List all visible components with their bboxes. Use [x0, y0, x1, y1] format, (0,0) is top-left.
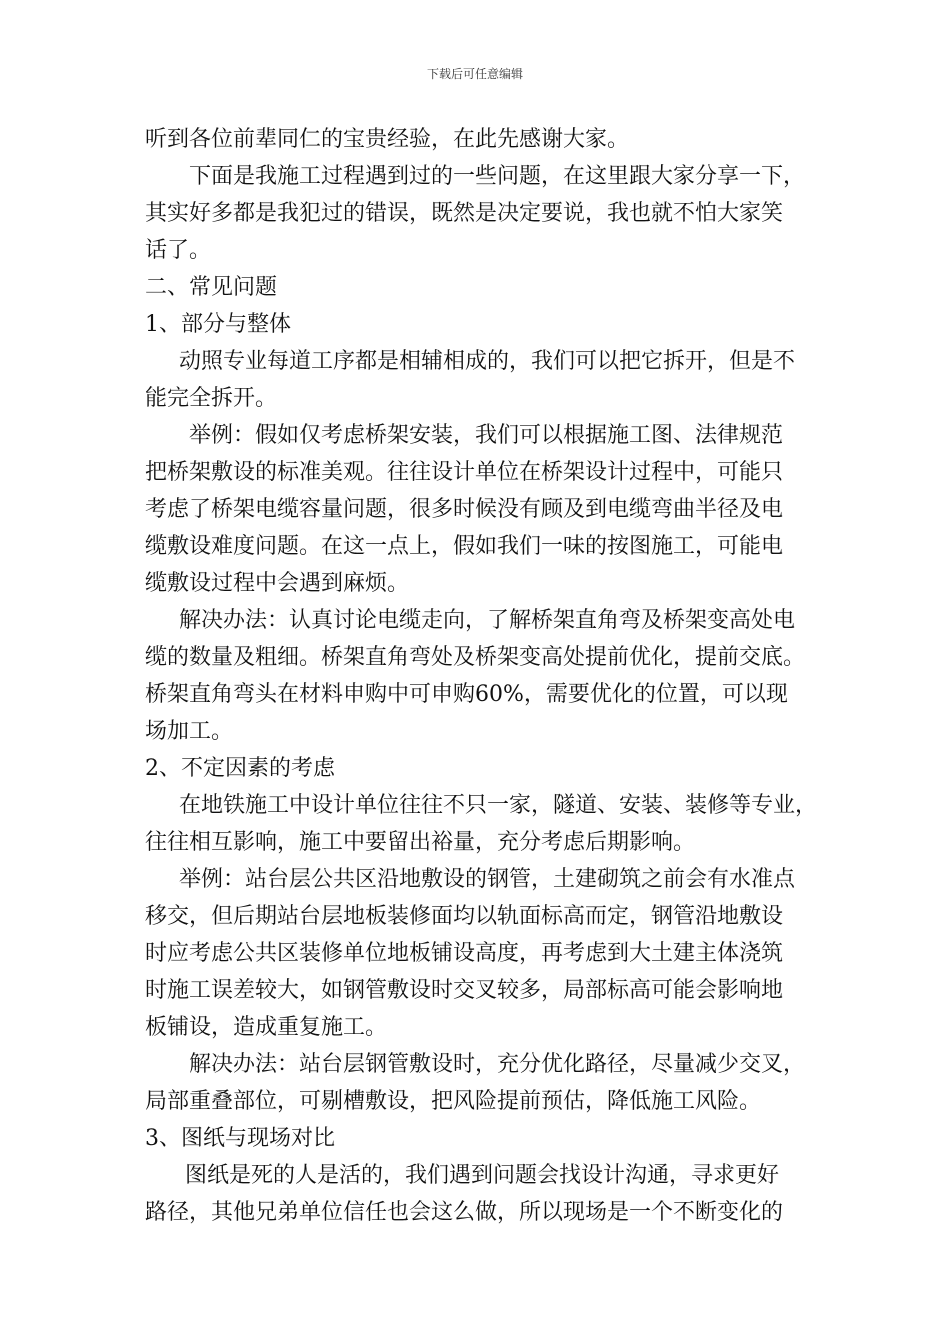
subsection-heading: 1、部分与整体	[145, 312, 291, 337]
subsection-heading: 3、图纸与现场对比	[145, 1126, 335, 1151]
text-line: 下面是我施工过程遇到过的一些问题，在这里跟大家分享一下，	[189, 164, 806, 189]
text-line: 举例：站台层公共区沿地敷设的钢管，土建砌筑之前会有水准点	[179, 867, 796, 892]
text-line: 路径，其他兄弟单位信任也会这么做，所以现场是一个不断变化的	[145, 1200, 784, 1225]
text-line: 考虑了桥架电缆容量问题，很多时候没有顾及到电缆弯曲半径及电	[145, 497, 784, 522]
text-line: 移交，但后期站台层地板装修面均以轨面标高而定，钢管沿地敷设	[145, 904, 784, 929]
text-line: 举例：假如仅考虑桥架安装，我们可以根据施工图、法律规范	[189, 423, 784, 448]
text-line: 缆敷设难度问题。在这一点上，假如我们一味的按图施工，可能电	[145, 534, 784, 559]
text-line: 往往相互影响，施工中要留出裕量，充分考虑后期影响。	[145, 830, 696, 855]
text-line: 缆的数量及粗细。桥架直角弯处及桥架变高处提前优化，提前交底。	[145, 645, 806, 670]
text-line: 在地铁施工中设计单位往往不只一家，隧道、安装、装修等专业，	[179, 793, 818, 818]
text-line: 缆敷设过程中会遇到麻烦。	[145, 571, 410, 596]
subsection-heading: 2、不定因素的考虑	[145, 756, 335, 781]
section-heading: 二、常见问题	[145, 275, 278, 300]
document-body	[145, 121, 818, 1231]
text-line: 能完全拆开。	[145, 386, 278, 411]
text-line: 把桥架敷设的标准美观。往往设计单位在桥架设计过程中，可能只	[145, 460, 784, 485]
text-line: 听到各位前辈同仁的宝贵经验，在此先感谢大家。	[145, 127, 630, 152]
page-header: 下载后可任意编辑	[426, 67, 523, 81]
text-line: 解决办法：站台层钢管敷设时，充分优化路径，尽量减少交叉，	[189, 1052, 806, 1077]
text-line: 场加工。	[145, 719, 234, 744]
text-line: 桥架直角弯头在材料申购中可申购60%，需要优化的位置，可以现	[145, 682, 788, 707]
text-line: 局部重叠部位，可剔槽敷设，把风险提前预估，降低施工风险。	[145, 1089, 762, 1114]
text-line: 其实好多都是我犯过的错误，既然是决定要说，我也就不怕大家笑	[145, 201, 784, 226]
text-line: 板铺设，造成重复施工。	[145, 1015, 388, 1040]
text-line: 动照专业每道工序都是相辅相成的，我们可以把它拆开，但是不	[179, 349, 796, 374]
text-line: 时施工误差较大，如钢管敷设时交叉较多，局部标高可能会影响地	[145, 978, 784, 1003]
text-line: 话了。	[145, 238, 212, 263]
text-line: 解决办法：认真讨论电缆走向，了解桥架直角弯及桥架变高处电	[179, 608, 796, 633]
text-line: 时应考虑公共区装修单位地板铺设高度，再考虑到大土建主体浇筑	[145, 941, 784, 966]
text-line: 图纸是死的人是活的，我们遇到问题会找设计沟通，寻求更好	[185, 1163, 780, 1188]
